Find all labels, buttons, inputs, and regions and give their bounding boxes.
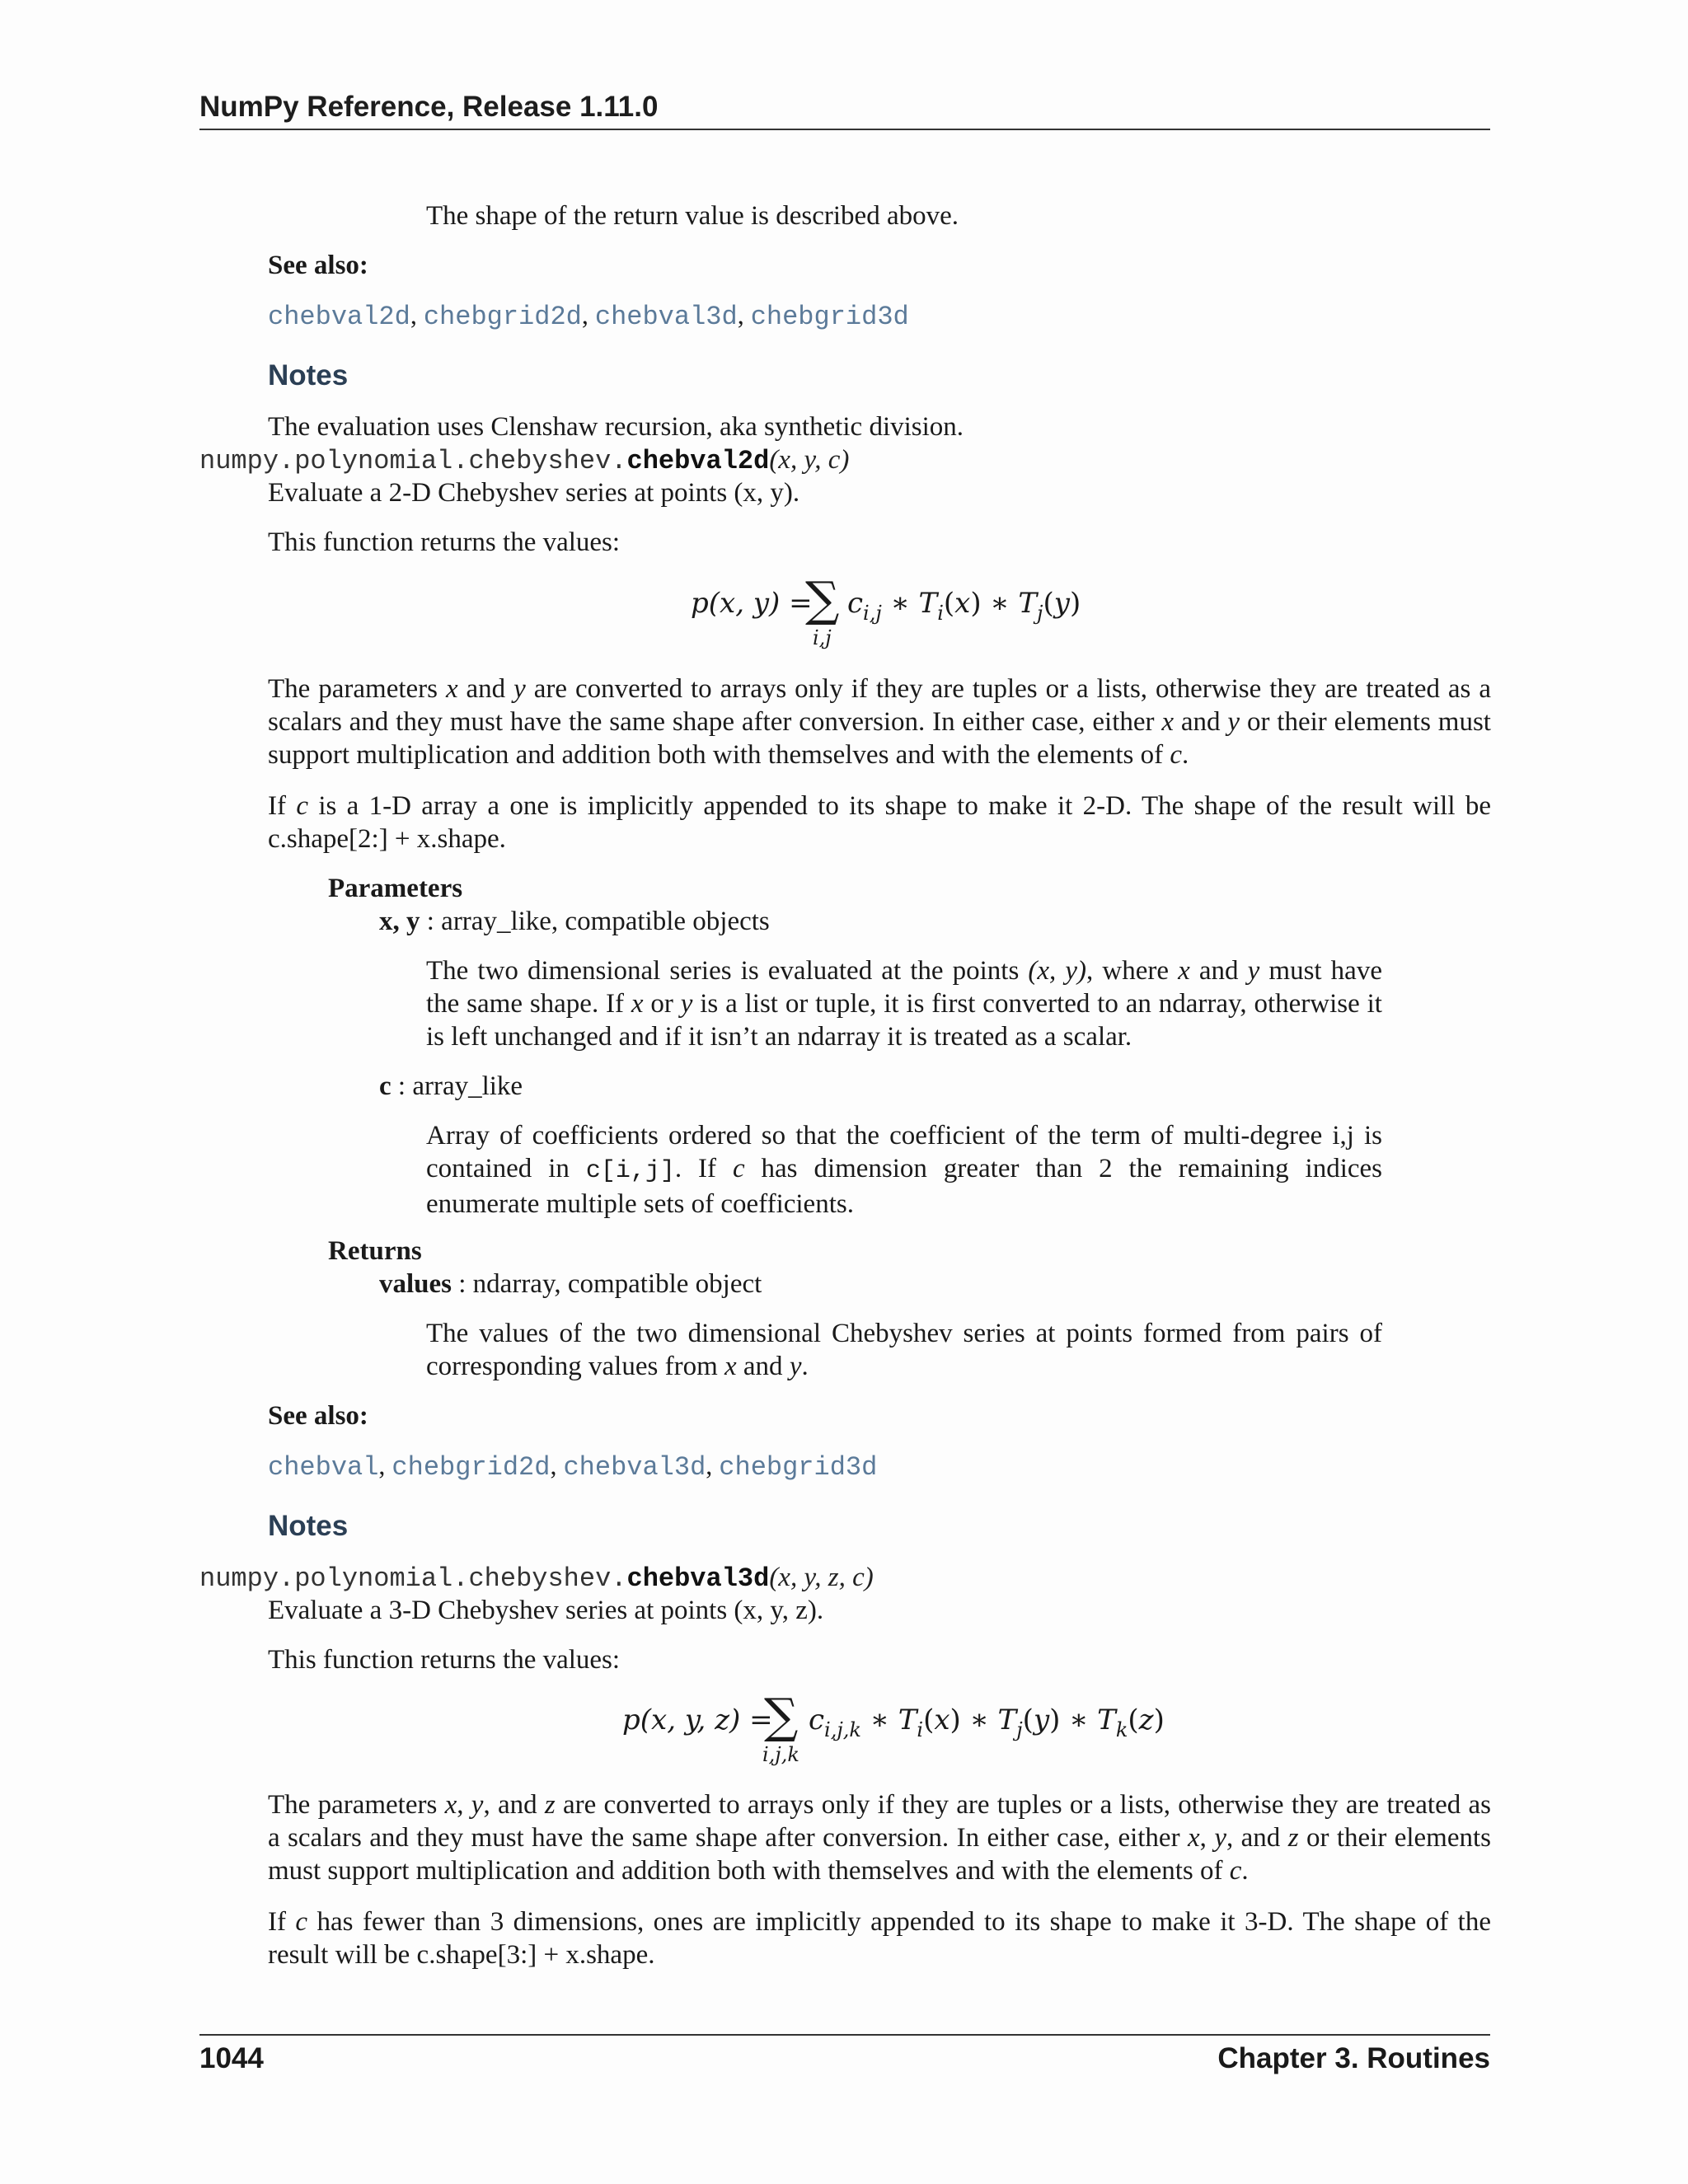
notes-text: The evaluation uses Clenshaw recursion, aka synthetic division.: [268, 412, 964, 442]
formula-lhs: p(x, y, z) =: [622, 1704, 773, 1736]
see-also-links: [268, 1451, 877, 1483]
formula-lhs: p(x, y) =: [691, 587, 813, 620]
see-also-label: See also:: [268, 251, 368, 280]
signature-args: (x, y, c): [769, 445, 850, 475]
link-chebgrid3d[interactable]: chebgrid3d: [719, 1452, 878, 1483]
notes-heading: Notes: [268, 359, 349, 391]
chebval3d-shape-paragraph: If c has fewer than 3 dimensions, ones are implicitly appended to its shape to make it 3-D. The shape of the result will be c.shape[3:] + x.shape.: [268, 1907, 1491, 1970]
param-xy: [379, 905, 770, 938]
chebval3d-summary: Evaluate a 3-D Chebyshev series at points (x, y, z).: [268, 1596, 824, 1625]
link-separator: ,: [378, 1451, 392, 1480]
header-rule: [199, 129, 1490, 130]
page-number: 1044: [199, 2042, 264, 2074]
link-separator: ,: [410, 300, 424, 330]
footer-rule: [199, 2034, 1490, 2036]
link-chebval3d[interactable]: chebval3d: [594, 302, 738, 332]
return-values: [379, 1268, 762, 1301]
param-c: [379, 1070, 523, 1103]
return-values-description: The values of the two dimensional Chebyshev series at points formed from pairs of corresponding values from x and y.: [426, 1319, 1382, 1381]
signature-function-name[interactable]: chebval2d: [626, 446, 770, 476]
link-chebval3d[interactable]: chebval3d: [563, 1452, 706, 1483]
chebval2d-formula: [691, 571, 1081, 653]
formula-sum-index: i,j,k: [762, 1743, 799, 1766]
formula-sum-index: i,j: [813, 626, 832, 649]
running-header-title: NumPy Reference, Release 1.11.0: [199, 91, 659, 123]
param-xy-type: : array_like, compatible objects: [420, 907, 770, 936]
chebval2d-shape-paragraph: If c is a 1-D array a one is implicitly appended to its shape to make it 2-D. The shape of the result will be c.shape[2:] + x.shape.: [268, 791, 1492, 854]
signature-function-name[interactable]: chebval3d: [626, 1563, 770, 1594]
return-values-type: : ndarray, compatible object: [452, 1269, 762, 1299]
link-chebgrid3d[interactable]: chebgrid3d: [750, 302, 909, 332]
see-also-links: [268, 300, 909, 332]
chebval3d-formula: [622, 1688, 1165, 1769]
chapter-title: Chapter 3. Routines: [1217, 2042, 1490, 2074]
param-c-type: : array_like: [391, 1071, 523, 1101]
notes-heading: Notes: [268, 1510, 349, 1542]
chebval2d-summary: Evaluate a 2-D Chebyshev series at points (x, y).: [268, 478, 800, 508]
chebval2d-signature: [199, 445, 849, 476]
signature-module: numpy.polynomial.chebyshev.: [199, 446, 627, 476]
see-also-label: See also:: [268, 1401, 368, 1431]
chebval3d-params-paragraph: The parameters x, y, and z are converted to arrays only if they are tuples or a lists, otherwise they are treated as a scalars and they must have the same shape after conversion. In either case, either x, y, and z or their elements must support multiplication and addition both with themselves and with the elements of c.: [268, 1790, 1492, 1886]
returns-label: Returns: [328, 1236, 422, 1266]
link-chebval[interactable]: chebval: [268, 1452, 379, 1483]
param-c-description: Array of coefficients ordered so that the coefficient of the term of multi-degree i,j is contained in c[i,j]. If c has dimension greater than 2 the remaining indices enumerate multiple sets of coefficients.: [426, 1121, 1382, 1219]
chebval3d-returns-intro: This function returns the values:: [268, 1645, 621, 1675]
link-chebgrid2d[interactable]: chebgrid2d: [392, 1452, 551, 1483]
chebval2d-params-paragraph: The parameters x and y are converted to arrays only if they are tuples or a lists, otherwise they are treated as a scalars and they must have the same shape after conversion. In either case, either x and y or their elements must support multiplication and addition both with themselves and with the elements of c.: [268, 674, 1491, 770]
chebval3d-signature: [199, 1563, 874, 1594]
formula-sum-symbol: ∑: [805, 571, 840, 627]
link-separator: ,: [737, 300, 751, 330]
signature-args: (x, y, z, c): [769, 1563, 874, 1592]
formula-sum-symbol: ∑: [764, 1688, 799, 1744]
link-separator: ,: [550, 1451, 564, 1480]
formula-rhs: $c_{i,j,k}$ ∗ $T_i(x)$ ∗ $T_j(y)$ ∗ $T_k(z)$: [809, 1704, 1165, 1741]
formula-rhs: $c_{i,j}$ ∗ $T_i(x)$ ∗ $T_j(y)$: [847, 587, 1081, 625]
link-separator: ,: [706, 1451, 720, 1480]
param-xy-name: x, y: [379, 907, 420, 936]
inline-code: c[i,j]: [585, 1157, 675, 1185]
parameters-label: Parameters: [328, 874, 463, 903]
link-chebgrid2d[interactable]: chebgrid2d: [423, 302, 582, 332]
link-chebval2d[interactable]: chebval2d: [268, 302, 410, 332]
link-separator: ,: [581, 300, 595, 330]
return-values-name: values: [379, 1269, 452, 1299]
param-c-name: c: [379, 1071, 392, 1101]
chebval2d-returns-intro: This function returns the values:: [268, 527, 621, 557]
param-xy-description: The two dimensional series is evaluated at the points (x, y), where x and y must have the same shape. If x or y is a list or tuple, it is first converted to an ndarray, otherwise it is left unchanged and if it isn’t an ndarray it is treated as a scalar.: [426, 956, 1382, 1052]
signature-module: numpy.polynomial.chebyshev.: [199, 1563, 627, 1594]
return-shape-text: The shape of the return value is described above.: [426, 201, 959, 231]
